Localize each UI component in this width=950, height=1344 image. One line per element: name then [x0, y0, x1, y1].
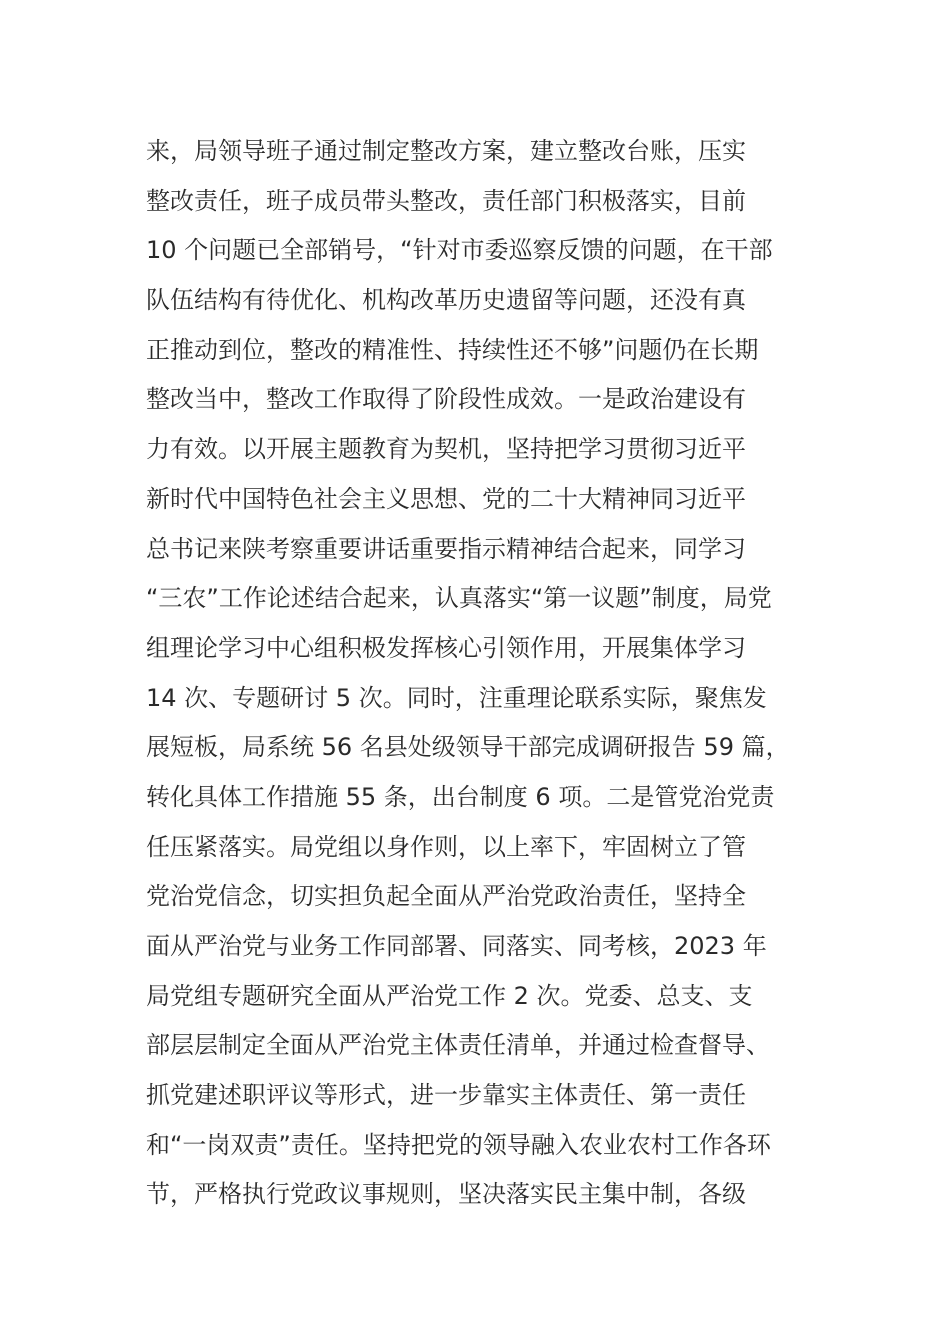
- text-line-20: 抓党建述职评议等形式，进一步靠实主体责任、第一责任: [146, 1081, 746, 1110]
- text-line-12: 14 次、专题研讨 5 次。同时，注重理论联系实际，聚焦发: [146, 683, 767, 712]
- text-line-6: 整改当中，整改工作取得了阶段性成效。一是政治建设有: [146, 385, 746, 414]
- text-line-16: 党治党信念，切实担负起全面从严治党政治责任，坚持全: [146, 882, 746, 911]
- text-line-10: “三农”工作论述结合起来，认真落实“第一议题”制度，局党: [146, 584, 772, 613]
- text-line-4: 队伍结构有待优化、机构改革历史遗留等问题，还没有真: [146, 286, 746, 315]
- text-line-9: 总书记来陕考察重要讲话重要指示精神结合起来，同学习: [146, 534, 746, 563]
- text-line-8: 新时代中国特色社会主义思想、党的二十大精神同习近平: [146, 484, 746, 513]
- text-line-1: 来，局领导班子通过制定整改方案，建立整改台账，压实: [146, 137, 746, 165]
- text-line-3: 10 个问题已全部销号，“针对市委巡察反馈的问题，在干部: [146, 236, 773, 265]
- text-line-14: 转化具体工作措施 55 条，出台制度 6 项。二是管党治党责: [146, 782, 775, 811]
- text-line-19: 部层层制定全面从严治党主体责任清单，并通过检查督导、: [146, 1031, 770, 1060]
- text-line-21: 和“一岗双责”责任。坚持把党的领导融入农业农村工作各环: [146, 1130, 771, 1159]
- text-line-11: 组理论学习中心组积极发挥核心引领作用，开展集体学习: [146, 633, 746, 662]
- text-line-18: 局党组专题研究全面从严治党工作 2 次。党委、总支、支: [146, 981, 753, 1010]
- text-line-15: 任压紧落实。局党组以身作则，以上率下，牢固树立了管: [146, 832, 746, 861]
- text-line-2: 整改责任，班子成员带头整改，责任部门积极落实，目前: [146, 186, 746, 215]
- text-line-22: 节，严格执行党政议事规则，坚决落实民主集中制，各级: [146, 1180, 746, 1209]
- text-line-13: 展短板，局系统 56 名县处级领导干部完成调研报告 59 篇，: [146, 733, 790, 762]
- text-line-7: 力有效。以开展主题教育为契机，坚持把学习贯彻习近平: [146, 435, 746, 464]
- text-line-5: 正推动到位，整改的精准性、持续性还不够”问题仍在长期: [146, 335, 759, 364]
- text-line-17: 面从严治党与业务工作同部署、同落实、同考核，2023 年: [146, 932, 767, 960]
- document-body: [146, 127, 826, 1220]
